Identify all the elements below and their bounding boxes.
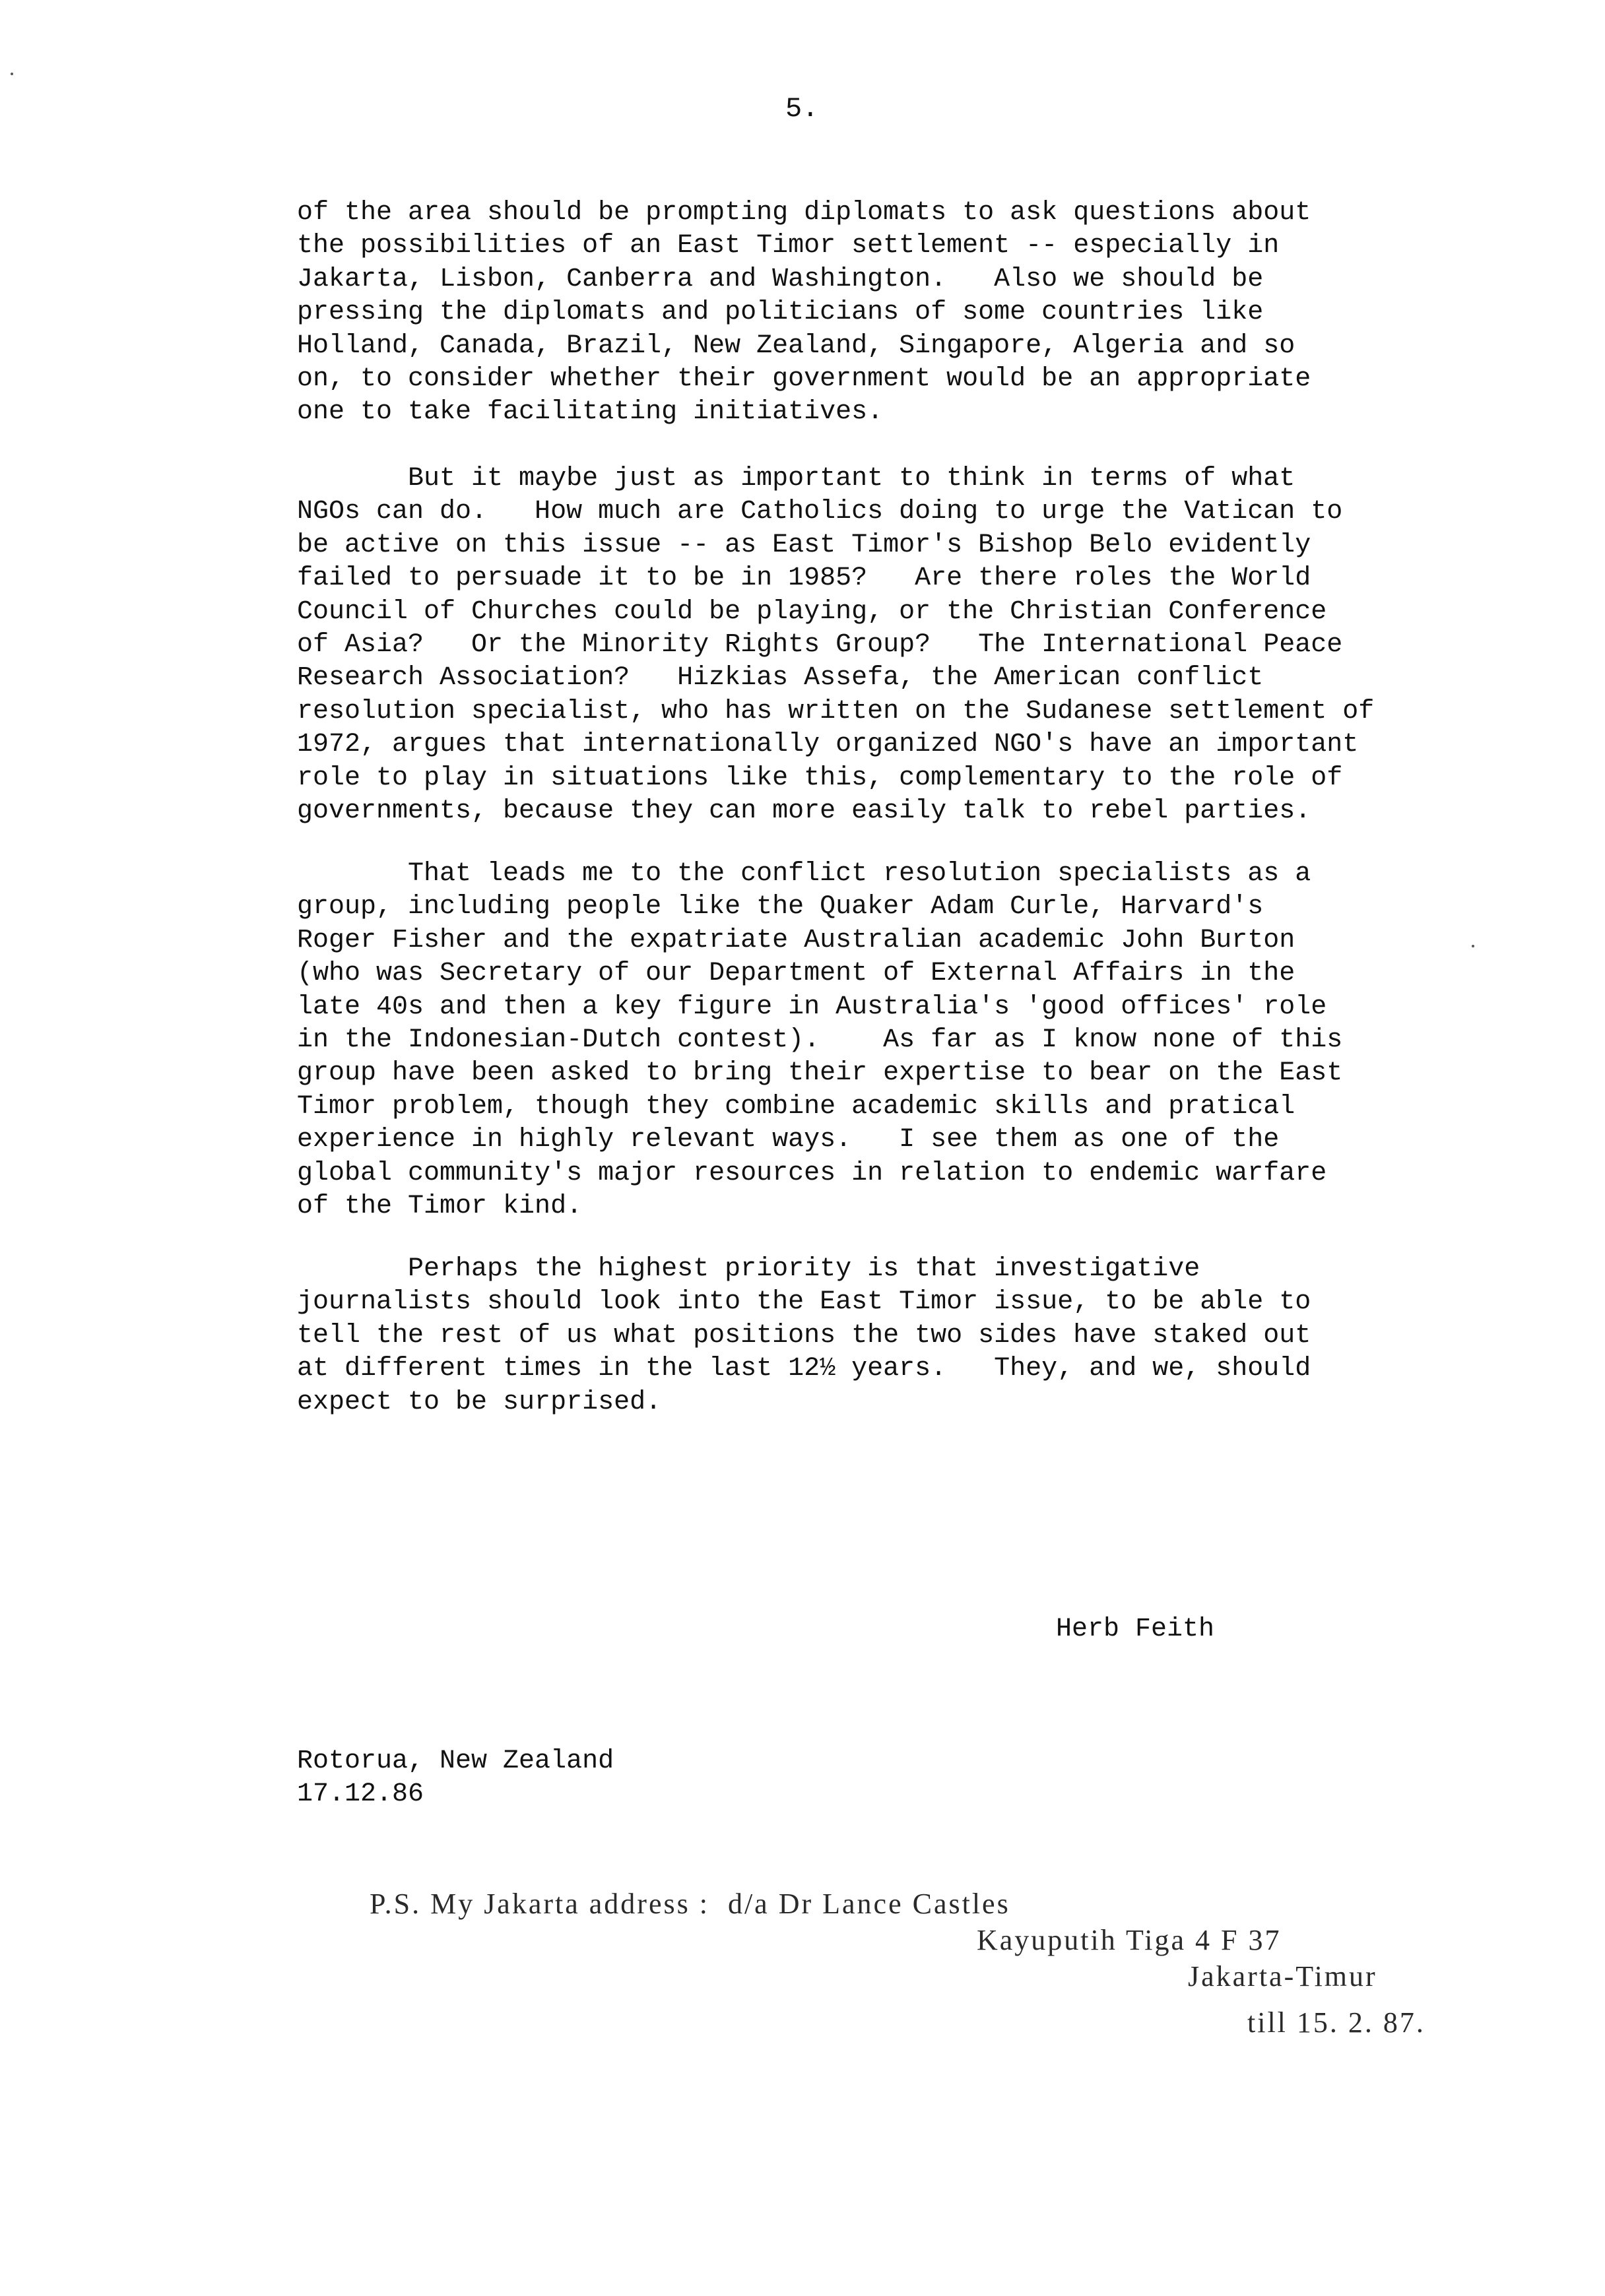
paragraph-4: Perhaps the highest priority is that investigative journalists should look into the East Timor issue, to be able to tell the rest of us what positions the two sides have staked out at different times in the last 12½ years. They, and we, should expect to be surprised. [297,1254,1311,1417]
place: Rotorua, New Zealand [297,1746,614,1776]
place-date-block [297,1745,614,1811]
date: 17.12.86 [297,1779,424,1809]
postscript-line-2: Kayuputih Tiga 4 F 37 [977,1924,1282,1956]
paragraph-3: That leads me to the conflict resolution specialists as a group, including people like the Quaker Adam Curle, Harvard's Roger Fisher and the expatriate Australian academic John Burton (who was Secretary of our Department of External Affairs in the late 40s and then a key figure in Australia's 'good offices' role in the Indonesian-Dutch contest). As far as I know none of this group have been asked to bring their expertise to bear on the East Timor problem, though they combine academic skills and pratical experience in highly relevant ways. I see them as one of the global community's major resources in relation to endemic warfare of the Timor kind. [297,859,1343,1222]
paragraph-2: But it maybe just as important to think in terms of what NGOs can do. How much are Catholics doing to urge the Vatican to be active on this issue -- as East Timor's Bishop Belo evidently failed to persuade it to be in 1985? Are there roles the World Council of Churches could be playing, or the Christian Conference of Asia? Or the Minority Rights Group? The International Peace Research Association? Hizkias Assefa, the American conflict resolution specialist, who has written on the Sudanese settlement of 1972, argues that internationally organized NGO's have an important role to play in situations like this, complementary to the role of governments, because they can more easily talk to rebel parties. [297,464,1375,827]
signature: Herb Feith [1056,1614,1215,1644]
postscript-line-4: till 15. 2. 87. [1247,2006,1425,2039]
postscript-line-3: Jakarta-Timur [1188,1960,1377,1993]
postscript-line-1: P.S. My Jakarta address : d/a Dr Lance Castles [370,1888,1010,1920]
paragraph-1: of the area should be prompting diplomats to ask questions about the possibilities of an East Timor settlement -- especially in Jakarta, Lisbon, Canberra and Washington. Also we should be pressing the diplomats and politicians of some countries like Holland, Canada, Brazil, New Zealand, Singapore, Algeria and so on, to consider whether their government would be an appropriate one to take facilitating initiatives. [297,198,1311,428]
page-number: 5. [785,93,819,125]
scan-speck [1472,945,1474,947]
